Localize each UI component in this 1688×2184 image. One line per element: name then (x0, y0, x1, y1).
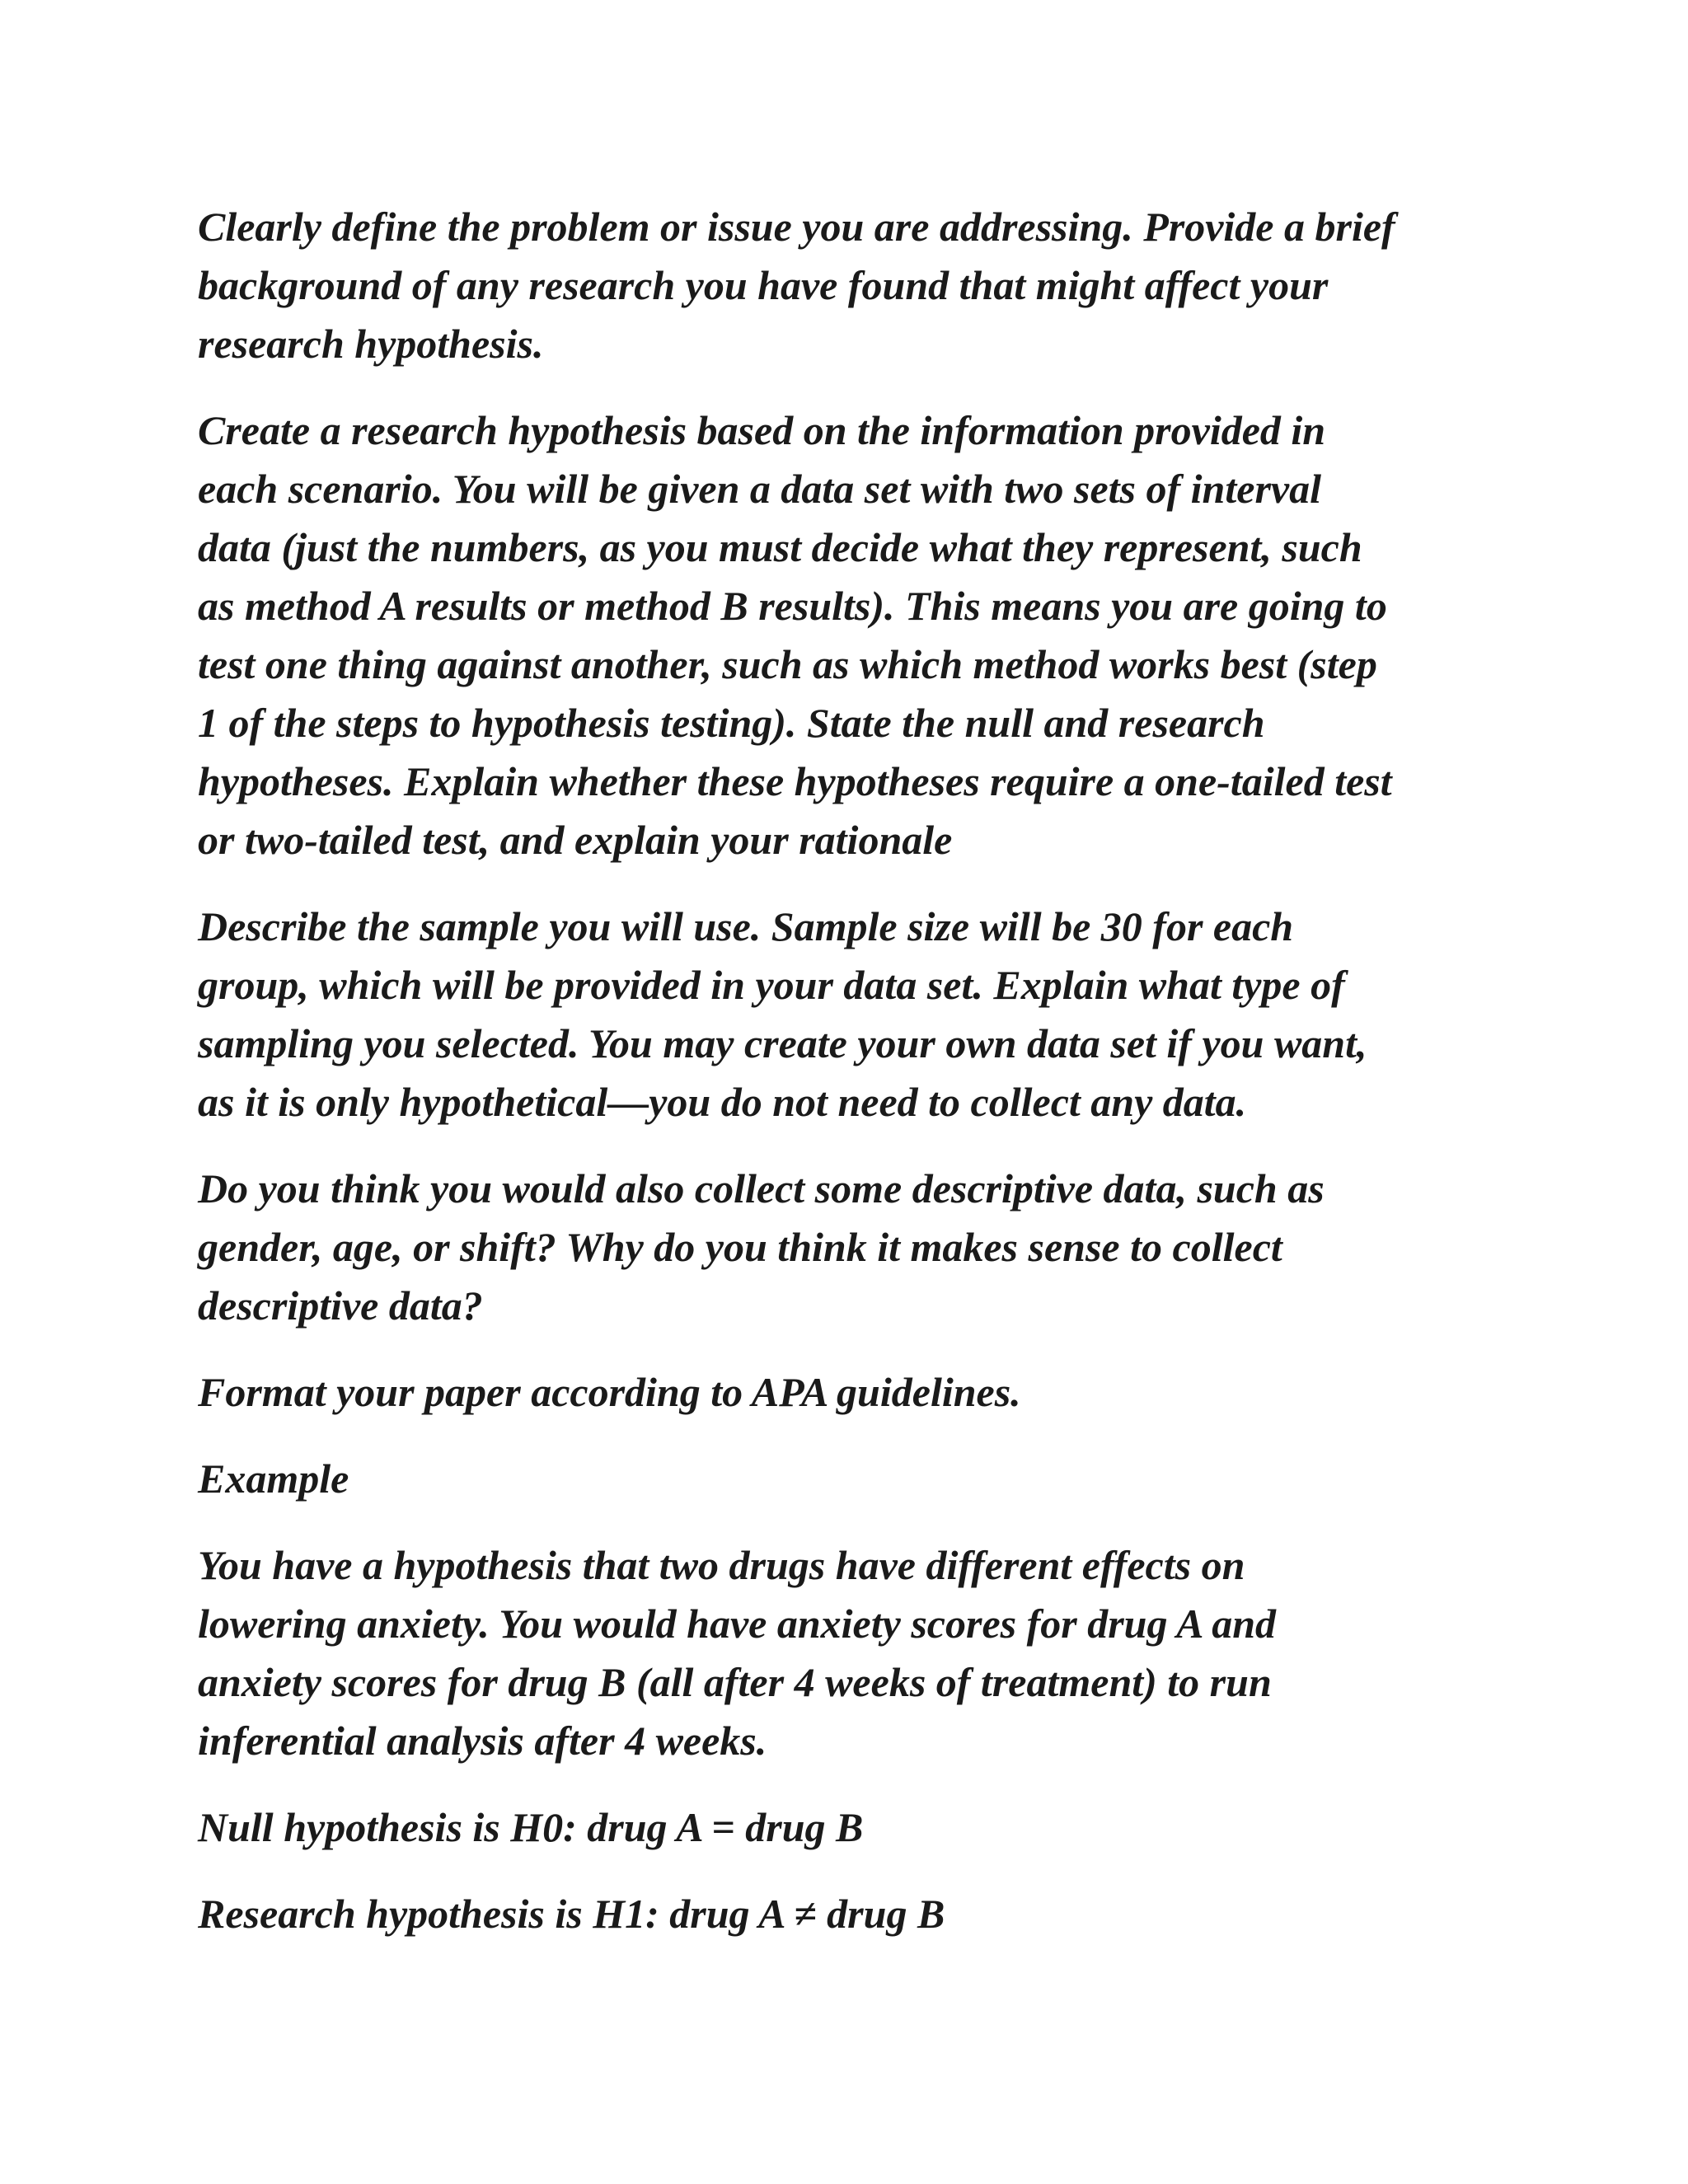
paragraph-alternative-hypothesis: Research hypothesis is H1: drug A ≠ drug B (198, 1891, 945, 1937)
paragraph-null-hypothesis: Null hypothesis is H0: drug A = drug B (198, 1804, 864, 1850)
paragraph-define-problem: Clearly define the problem or issue you are addressing. Provide a brief background of any research you have found that might affect your research hypothesis. (198, 204, 1395, 367)
paragraph-example-heading: Example (198, 1455, 349, 1502)
paragraph-descriptive-data: Do you think you would also collect some descriptive data, such as gender, age, or shift? Why do you think it makes sense to collect descriptive data? (198, 1165, 1325, 1329)
paragraph-example-description: You have a hypothesis that two drugs have different effects on lowering anxiety. You would have anxiety scores for drug A and anxiety scores for drug B (all after 4 weeks of treatment) to run inferential analysis after 4 weeks. (198, 1542, 1277, 1764)
paragraph-sample: Describe the sample you will use. Sample size will be 30 for each group, which will be provided in your data set. Explain what type of sampling you selected. You may create your own data set if you want, as it is only hypothetical—you do not need to collect any data. (198, 903, 1367, 1125)
document-body (198, 198, 1500, 1971)
paragraph-research-hypothesis: Create a research hypothesis based on the information provided in each scenario. You will be given a data set with two sets of interval data (just the numbers, as you must decide what they represent, such as method A results or method B results). This means you are going to test one thing against another, such as which method works best (step 1 of the steps to hypothesis testing). State the null and research hypotheses. Explain whether these hypotheses require a one-tailed test or two-tailed test, and explain your rationale (198, 407, 1392, 863)
paragraph-apa-format: Format your paper according to APA guidelines. (198, 1369, 1021, 1415)
